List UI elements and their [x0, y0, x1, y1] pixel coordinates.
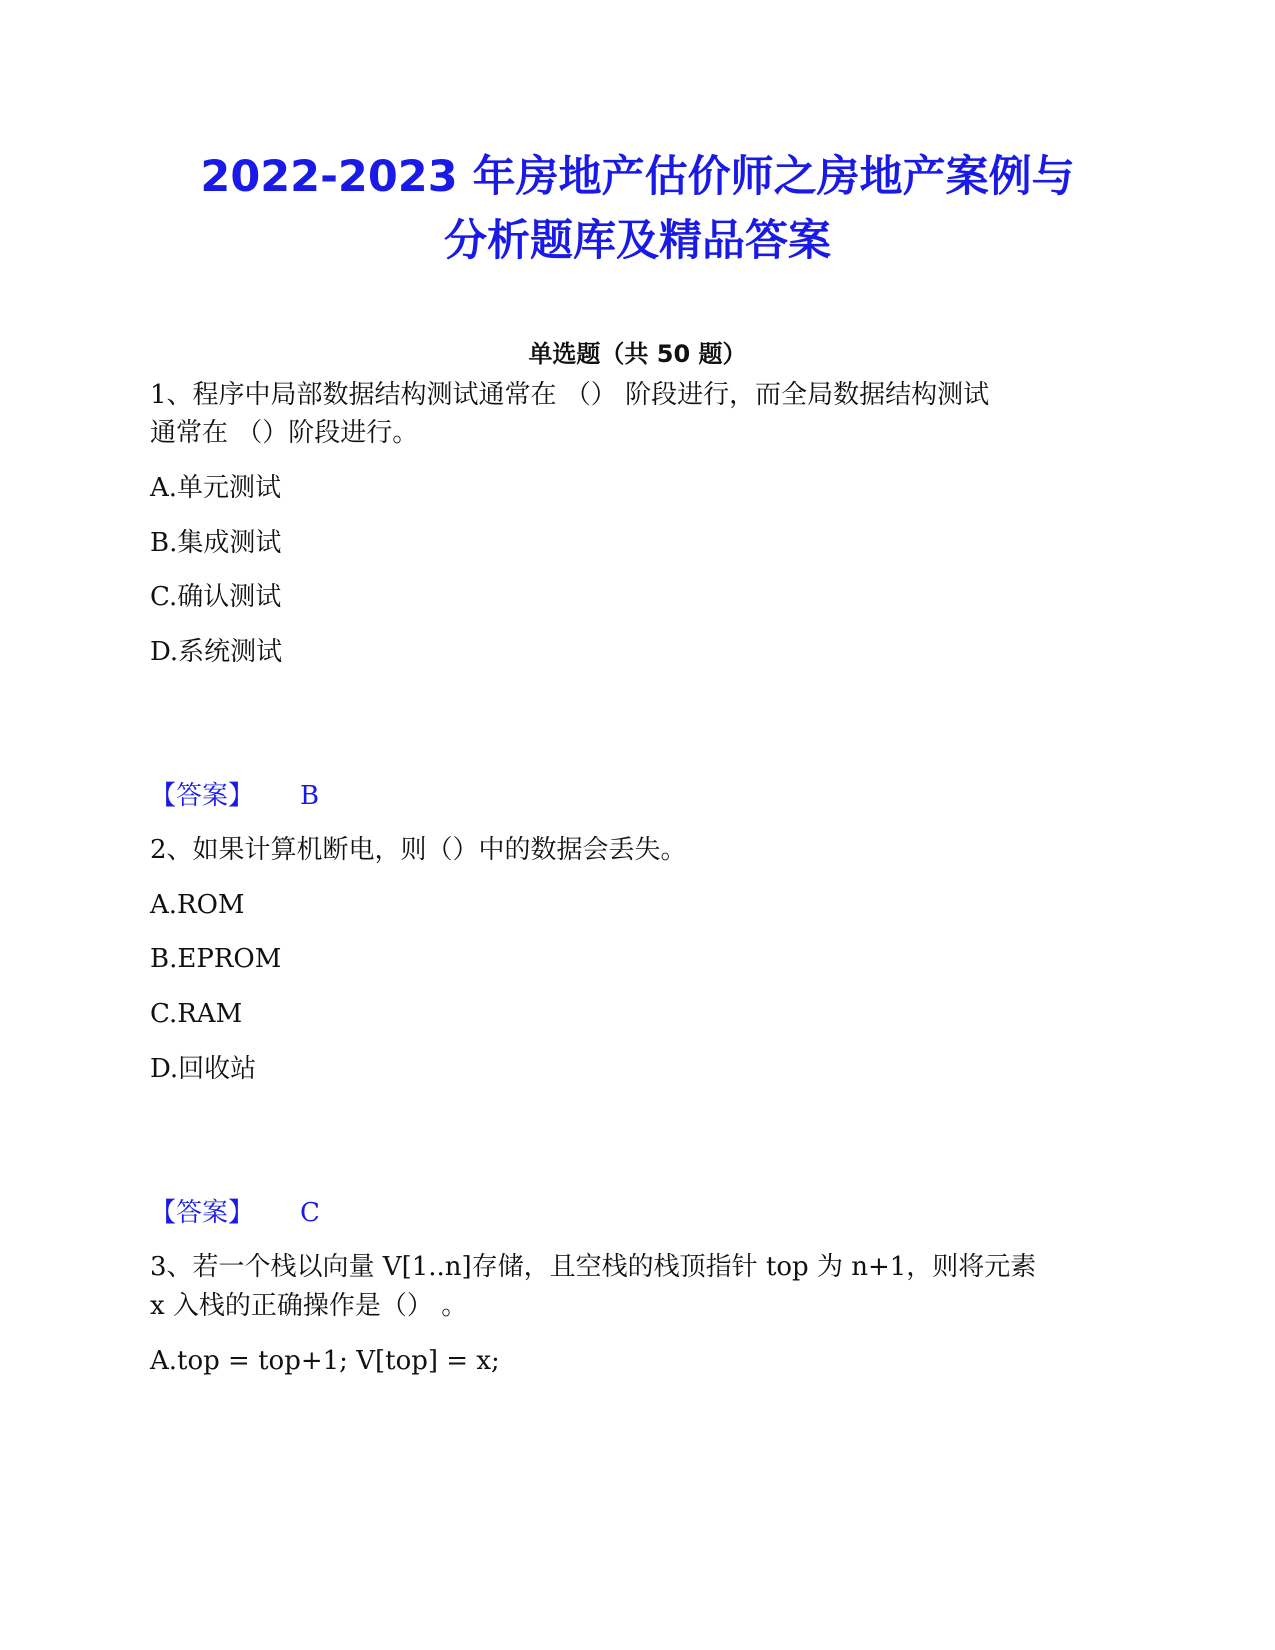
question-3-stem-line-1: 3、若一个栈以向量 V[1..n]存储，且空栈的栈顶指针 top 为 n+1，则将元素: [150, 1252, 1037, 1282]
question-1-answer: [150, 776, 319, 816]
question-3-stem-line-2: x 入栈的正确操作是（） 。: [150, 1291, 468, 1321]
question-2-option-b: B.EPROM: [150, 944, 282, 974]
question-1-option-a: A.单元测试: [150, 473, 282, 503]
question-1-option-c: C.确认测试: [150, 582, 282, 612]
document-title-line-1: 2022-2023 年房地产估价师之房地产案例与: [200, 152, 1075, 202]
answer-value: B: [300, 781, 320, 811]
answer-value: C: [300, 1198, 320, 1228]
document-title: [0, 145, 1275, 273]
question-1-stem-line-1: 1、程序中局部数据结构测试通常在 （） 阶段进行，而全局数据结构测试: [150, 380, 990, 410]
section-heading: 单选题（共 50 题）: [528, 340, 747, 368]
question-2-option-d: D.回收站: [150, 1054, 257, 1084]
question-1-option-b: B.集成测试: [150, 528, 282, 558]
answer-label: 【答案】: [150, 781, 255, 811]
question-1-stem-line-2: 通常在 （）阶段进行。: [150, 418, 419, 448]
document-title-line-2: 分析题库及精品答案: [444, 216, 831, 266]
answer-label: 【答案】: [150, 1198, 255, 1228]
question-2-option-a: A.ROM: [150, 890, 245, 920]
question-3-option-a: A.top = top+1; V[top] = x;: [150, 1346, 500, 1376]
question-2-answer: [150, 1193, 320, 1233]
question-2-stem-line-1: 2、如果计算机断电，则（）中的数据会丢失。: [150, 835, 687, 865]
question-1-option-d: D.系统测试: [150, 637, 283, 667]
question-2-option-c: C.RAM: [150, 999, 243, 1029]
